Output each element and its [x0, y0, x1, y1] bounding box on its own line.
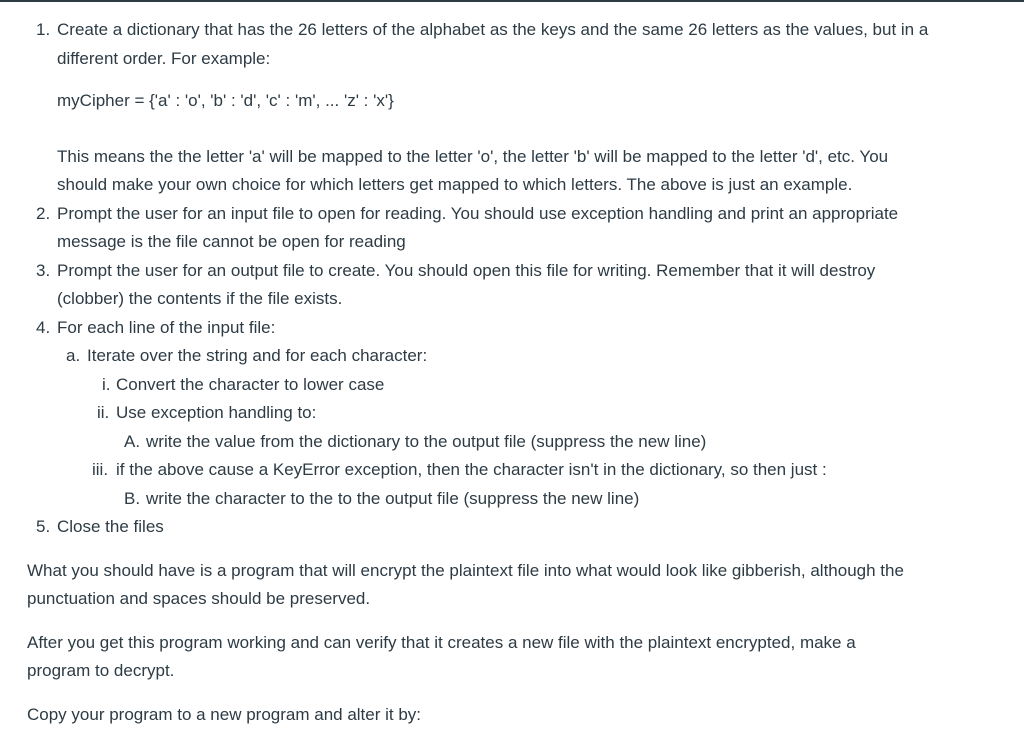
- paragraph-line: program to decrypt.: [27, 661, 175, 680]
- list-number: 5.: [36, 517, 51, 536]
- list-item-2: [0, 200, 1024, 257]
- paragraph-line: Copy your program to a new program and alter it by:: [27, 704, 422, 724]
- list-item-text: write the character to the to the output file (suppress the new line): [146, 488, 640, 508]
- list-item-text: if the above cause a KeyError exception, then the character isn't in the dictionary, so then just :: [116, 460, 827, 479]
- list-item-text: Prompt the user for an output file to create. You should open this file for writing. Remember that it will destroy: [57, 260, 876, 280]
- list-item-text-continued: different order. For example:: [57, 48, 271, 68]
- instruction-list: [0, 16, 1024, 542]
- list-item-2-row-1: [0, 200, 1024, 229]
- list-item-text: write the value from the dictionary to the output file (suppress the new line): [146, 431, 707, 451]
- paragraph-encrypt-summary: [0, 557, 1024, 614]
- list-number: B.: [124, 488, 141, 508]
- list-item-text-continued: message is the file cannot be open for reading: [57, 232, 406, 251]
- mapping-explanation-continued: should make your own choice for which letters get mapped to which letters. The above is just an example.: [57, 175, 853, 194]
- paragraph-line: What you should have is a program that will encrypt the plaintext file into what would look like gibberish, although the: [27, 560, 904, 580]
- list-item-text: Convert the character to lower case: [116, 374, 385, 394]
- list-item-4: [0, 314, 1024, 514]
- list-number: 4.: [36, 317, 51, 337]
- spacer: [0, 73, 1024, 87]
- list-number: ii.: [97, 403, 110, 422]
- list-item-1: [0, 16, 1024, 200]
- sublist-item-iii: [0, 456, 1024, 485]
- spacer: [0, 116, 1024, 143]
- list-item-5-row-1: [0, 513, 1024, 542]
- list-number: 1.: [36, 20, 51, 39]
- sublist-item-ii: [0, 399, 1024, 428]
- list-item-5: [0, 513, 1024, 542]
- top-divider: [0, 0, 1024, 2]
- list-item-4-row-1: [0, 314, 1024, 343]
- list-item-text: For each line of the input file:: [57, 317, 276, 337]
- list-item-text: Iterate over the string and for each character:: [87, 346, 428, 365]
- list-number: A.: [124, 431, 141, 451]
- list-number: a.: [66, 346, 81, 365]
- spacer: [0, 686, 1024, 701]
- paragraph-line: After you get this program working and can verify that it creates a new file with the plaintext encrypted, make a: [27, 632, 856, 652]
- spacer: [0, 542, 1024, 557]
- list-item-text: Create a dictionary that has the 26 letters of the alphabet as the keys and the same 26 letters as the values, but in a: [57, 20, 929, 39]
- paragraph-line: punctuation and spaces should be preserved.: [27, 589, 371, 608]
- sublist-item-a: [0, 342, 1024, 371]
- list-number: 3.: [36, 260, 51, 280]
- paragraph-decrypt-intro: [0, 629, 1024, 686]
- list-item-3: [0, 257, 1024, 314]
- list-item-text: Prompt the user for an input file to open for reading. You should use exception handling and print an appropriate: [57, 203, 899, 223]
- list-item-1-row-1: [0, 16, 1024, 45]
- sublist-item-i: [0, 371, 1024, 400]
- mapping-explanation: This means the the letter 'a' will be mapped to the letter 'o', the letter 'b' will be mapped to the letter 'd', etc. You: [57, 146, 889, 166]
- list-item-text: Close the files: [57, 517, 164, 536]
- list-item-3-row-1: [0, 257, 1024, 286]
- list-item-text: Use exception handling to:: [116, 403, 317, 422]
- list-item-text-continued: (clobber) the contents if the file exists.: [57, 289, 343, 308]
- list-number: 2.: [36, 203, 51, 223]
- list-number: i.: [102, 374, 111, 394]
- assignment-instructions: [0, 16, 1024, 729]
- sublist-item-B: [0, 485, 1024, 514]
- list-number: iii.: [92, 460, 109, 479]
- paragraph-copy-program: [0, 701, 1024, 730]
- sublist-item-A: [0, 428, 1024, 457]
- spacer: [0, 614, 1024, 629]
- code-example: myCipher = {'a' : 'o', 'b' : 'd', 'c' : 'm', ... 'z' : 'x'}: [57, 91, 394, 110]
